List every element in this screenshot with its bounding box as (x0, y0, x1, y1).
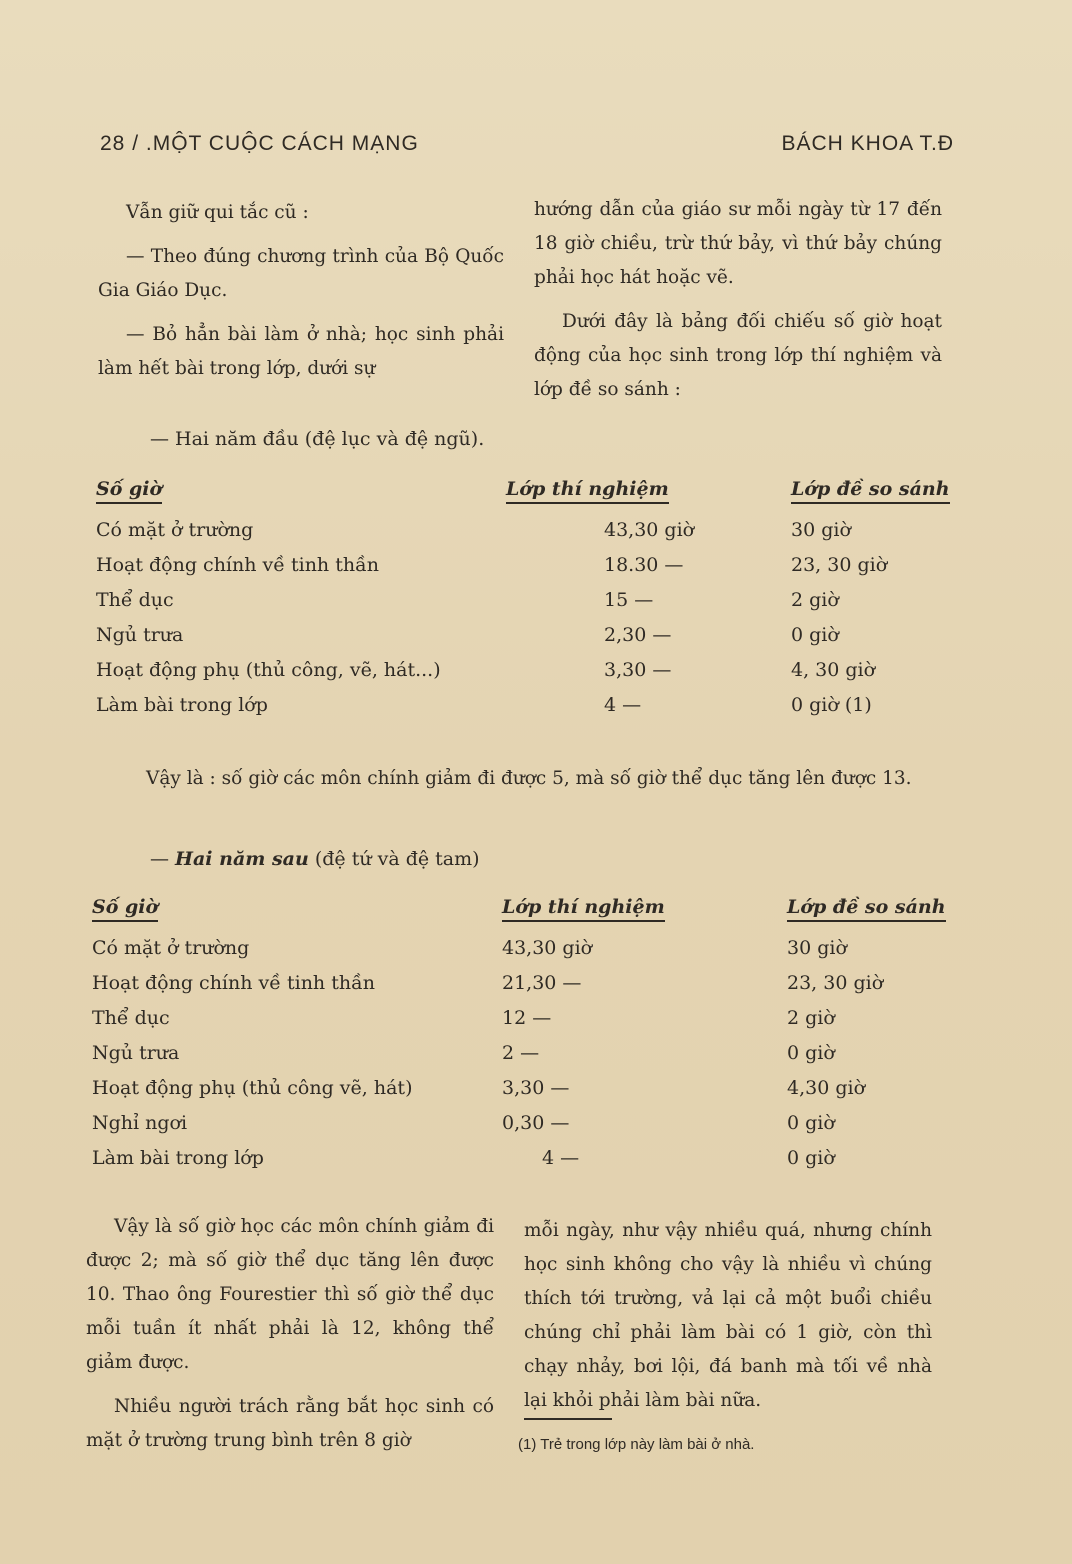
paragraph: Vậy là số giờ học các môn chính giảm đi được 2; mà số giờ thể dục tăng lên được 10. Thao ông Fourestier thì số giờ thể dục mỗi tuần ít nhất phải là 12, không thể giảm được. (86, 1216, 494, 1373)
footnote: (1) Trẻ trong lớp này làm bài ở nhà. (518, 1436, 755, 1453)
table-row: Hoạt động chính về tinh thần 21,30 — 23, 30 giờ (92, 971, 884, 994)
section2-heading: — Hai năm sau (đệ tứ và đệ tam) (150, 848, 480, 870)
col-header: Lớp đề so sánh (791, 478, 951, 512)
paragraph: hướng dẫn của giáo sư mỗi ngày từ 17 đến 18 giờ chiều, trừ thứ bảy, vì thứ bảy chúng phải học hát hoặc vẽ. (534, 199, 942, 288)
table-row: Ngủ trưa 2,30 — 0 giờ (96, 623, 839, 646)
paragraph: Nhiều người trách rằng bắt học sinh có mặt ở trường trung bình trên 8 giờ (86, 1396, 494, 1451)
header-right: BÁCH KHOA T.Đ (781, 132, 954, 155)
table-row: Thể dục 15 — 2 giờ (96, 588, 839, 611)
paragraph: — Bỏ hẳn bài làm ở nhà; học sinh phải làm hết bài trong lớp, dưới sự (98, 324, 504, 379)
closing-left-column (86, 1210, 494, 1468)
table-row: Có mặt ở trường 43,30 giờ 30 giờ (92, 936, 847, 959)
running-header (100, 132, 954, 156)
paragraph: mỗi ngày, như vậy nhiều quá, nhưng chính học sinh không cho vậy là nhiều vì chúng thích tới trường, vả lại cả một buổi chiều chúng chỉ phải làm bài có 1 giờ, còn thì chạy nhảy, bơi lội, đá banh mà tối về nhà lại khỏi phải làm bài nữa. (524, 1220, 932, 1411)
col-header: Số giờ (96, 478, 506, 512)
table-row: Ngủ trưa 2 — 0 giờ (92, 1041, 835, 1064)
intro-left-column (98, 196, 504, 396)
table-row: Hoạt động phụ (thủ công vẽ, hát) 3,30 — 4,30 giờ (92, 1076, 866, 1099)
paragraph: Vẫn giữ qui tắc cũ : (126, 202, 309, 223)
table-row: Hoạt động phụ (thủ công, vẽ, hát...) 3,30 — 4, 30 giờ (96, 658, 876, 681)
table-row: Làm bài trong lớp 4 — 0 giờ (1) (96, 693, 872, 716)
table-row: Thể dục 12 — 2 giờ (92, 1006, 835, 1029)
intro-right-column (534, 193, 942, 417)
col-header: Lớp thí nghiệm (506, 478, 791, 512)
header-left: 28 / .MỘT CUỘC CÁCH MẠNG (100, 132, 419, 155)
col-header: Lớp thí nghiệm (502, 896, 787, 930)
table-row: Làm bài trong lớp 4 — 0 giờ (92, 1146, 835, 1169)
section1-heading: — Hai năm đầu (đệ lục và đệ ngũ). (150, 428, 485, 450)
hours-table-2 (92, 896, 947, 1175)
hours-table-1 (96, 478, 951, 722)
section1-summary: Vậy là : số giờ các môn chính giảm đi được 5, mà số giờ thể dục tăng lên được 13. (146, 768, 912, 789)
col-header: Lớp đề so sánh (787, 896, 947, 930)
table-row: Nghỉ ngơi 0,30 — 0 giờ (92, 1111, 835, 1134)
table-row: Hoạt động chính về tinh thần 18.30 — 23, 30 giờ (96, 553, 888, 576)
paragraph: Dưới đây là bảng đối chiếu số giờ hoạt động của học sinh trong lớp thí nghiệm và lớp đề so sánh : (534, 311, 942, 400)
table-row: Có mặt ở trường 43,30 giờ 30 giờ (96, 518, 851, 541)
closing-right-column (524, 1214, 932, 1428)
footnote-rule (524, 1418, 612, 1420)
paragraph: — Theo đúng chương trình của Bộ Quốc Gia Giáo Dục. (98, 246, 504, 301)
col-header: Số giờ (92, 896, 502, 930)
